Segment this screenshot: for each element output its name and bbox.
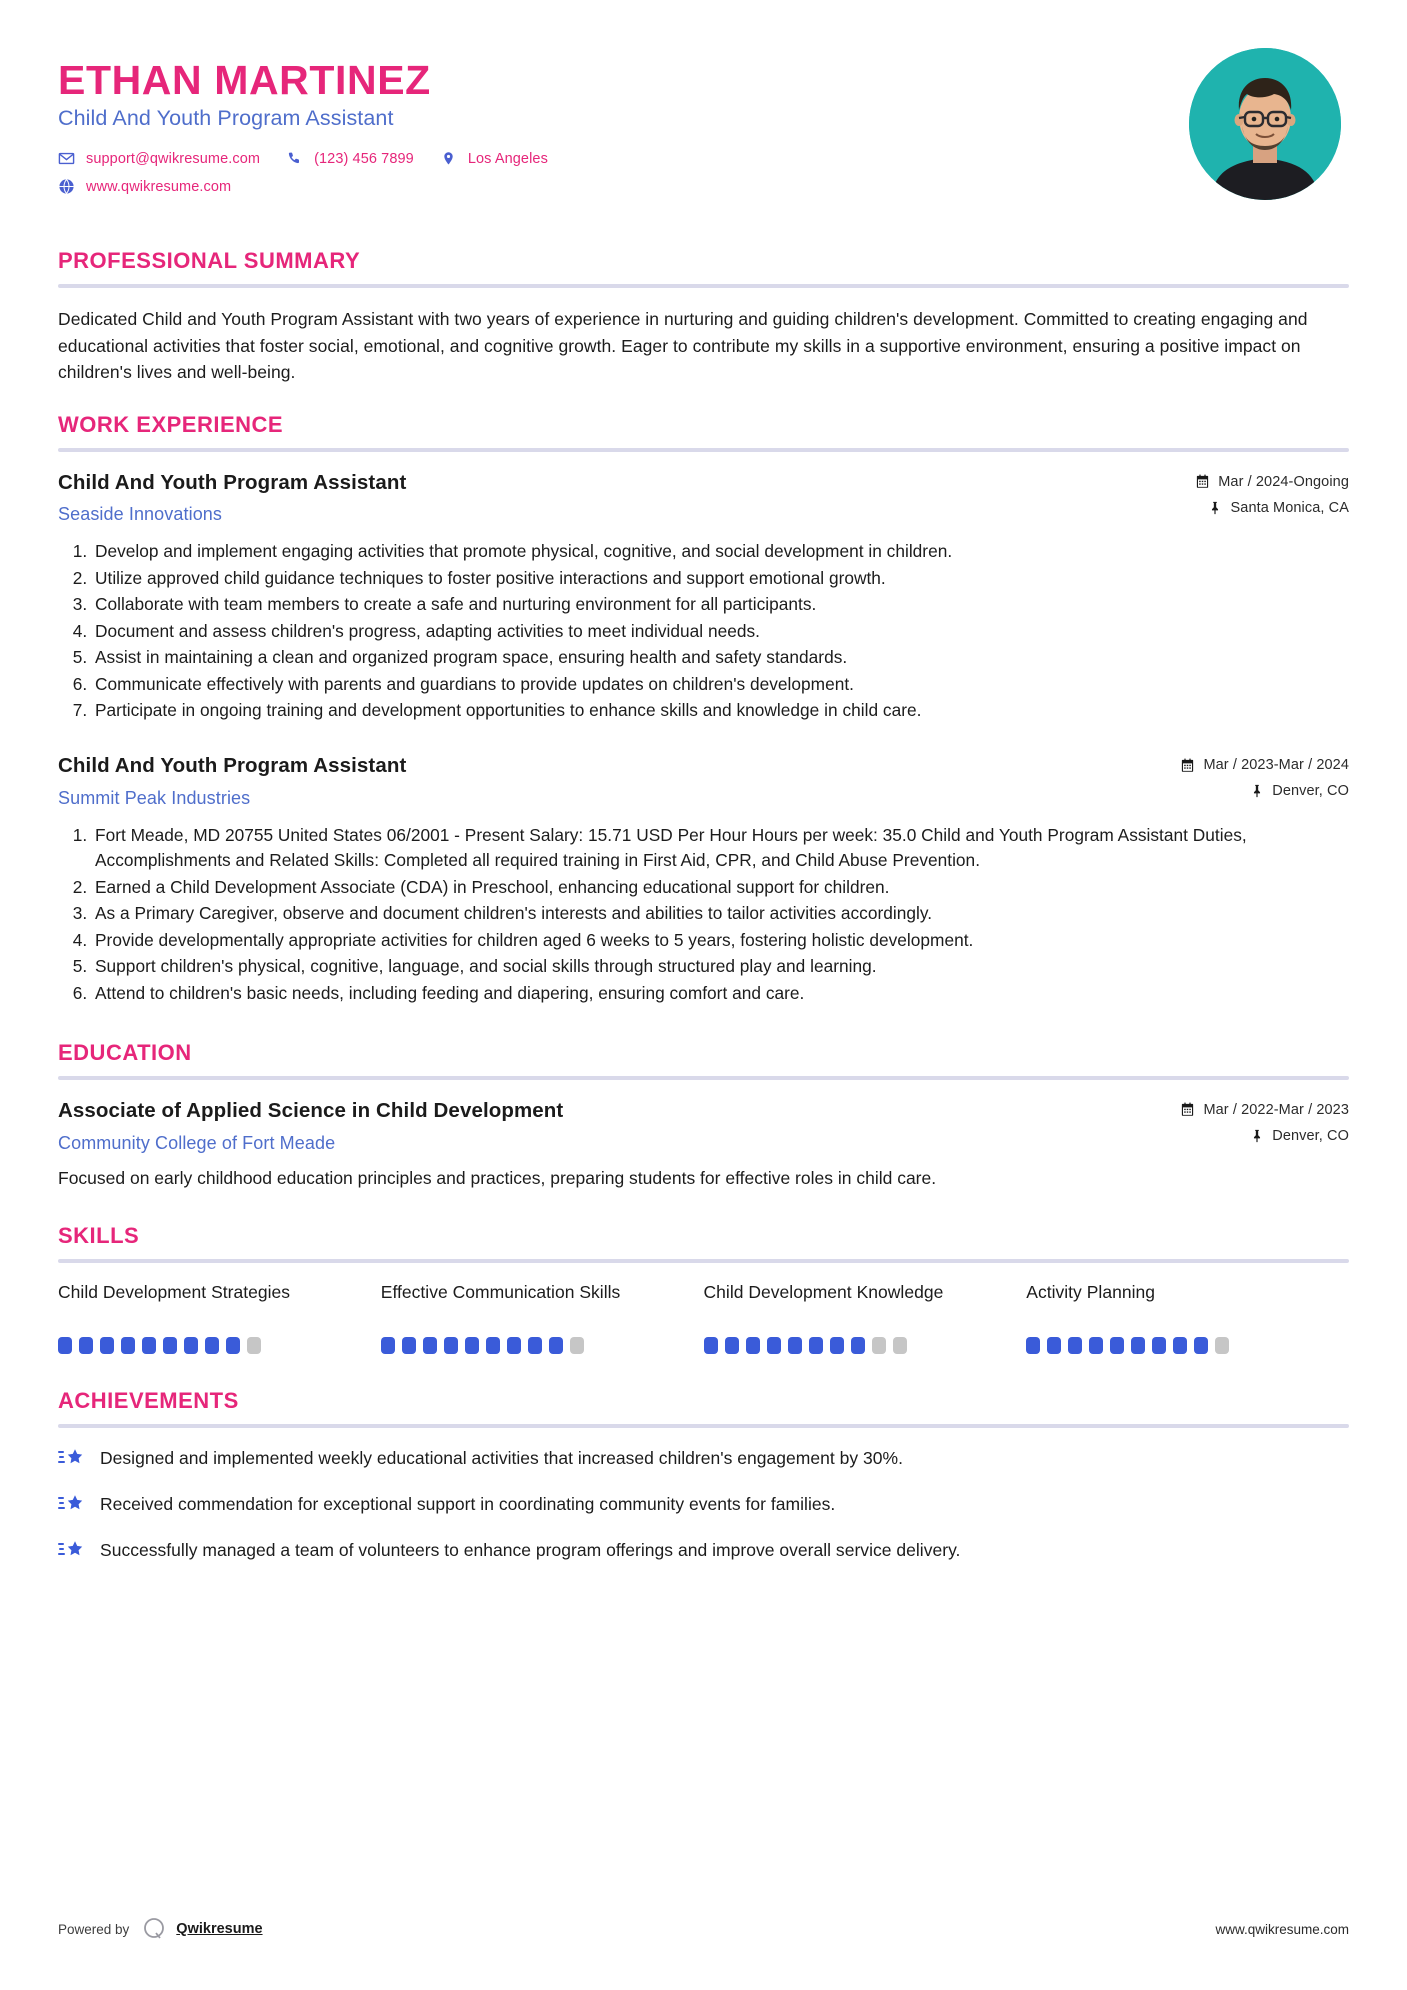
skill-dot-filled bbox=[507, 1337, 521, 1354]
achievement-text: Received commendation for exceptional support in coordinating community events for families. bbox=[100, 1493, 836, 1514]
avatar bbox=[1189, 48, 1341, 200]
achievement-text: Successfully managed a team of volunteers to enhance program offerings and improve overall service delivery. bbox=[100, 1539, 961, 1560]
skill-dot-filled bbox=[830, 1337, 844, 1354]
pushpin-icon bbox=[1249, 784, 1264, 799]
skill-dot-filled bbox=[100, 1337, 114, 1354]
header-left bbox=[58, 52, 1189, 206]
contact-website[interactable] bbox=[58, 178, 231, 195]
skill-dot-filled bbox=[1194, 1337, 1208, 1354]
education-description: Focused on early childhood education principles and practices, preparing students for effective roles in child care. bbox=[58, 1167, 937, 1188]
list-item: 6. Communicate effectively with parents and guardians to provide updates on children's development. bbox=[92, 672, 1349, 697]
skill-dot-filled bbox=[444, 1337, 458, 1354]
skill-dot-empty bbox=[893, 1337, 907, 1354]
section-skills bbox=[58, 1223, 1349, 1354]
education-entry bbox=[58, 1098, 1349, 1191]
skill-dot-filled bbox=[402, 1337, 416, 1354]
work-dates-text: Mar / 2024-Ongoing bbox=[1218, 473, 1349, 490]
section-title-achievements: ACHIEVEMENTS bbox=[58, 1387, 239, 1413]
section-title-work: WORK EXPERIENCE bbox=[58, 411, 284, 437]
work-entry bbox=[58, 753, 1349, 1006]
skill-dot-filled bbox=[1173, 1337, 1187, 1354]
achievement-item bbox=[58, 1492, 1349, 1518]
skill-dot-filled bbox=[809, 1337, 823, 1354]
contact-phone[interactable] bbox=[286, 150, 414, 167]
work-entry-left bbox=[58, 753, 1129, 809]
contact-email[interactable] bbox=[58, 150, 260, 167]
skill-item bbox=[58, 1281, 381, 1354]
footer-powered-label: Powered by bbox=[58, 1921, 130, 1937]
calendar-icon bbox=[1180, 758, 1195, 773]
summary-text: Dedicated Child and Youth Program Assistant with two years of experience in nurturing and guiding children's development. Committed to creating engaging and educational activities that foster social, emotional, and cognitive growth. Eager to contribute my skills in a supportive environment, ensuring a positive impact on children's lives and well-being. bbox=[58, 309, 1308, 383]
work-dates bbox=[1129, 474, 1349, 490]
work-entry-meta bbox=[1129, 470, 1349, 516]
skill-dot-filled bbox=[465, 1337, 479, 1354]
skill-dot-filled bbox=[142, 1337, 156, 1354]
section-title-summary: PROFESSIONAL SUMMARY bbox=[58, 248, 361, 273]
envelope-icon bbox=[58, 150, 75, 167]
list-item: 3. Collaborate with team members to create a safe and nurturing environment for all participants. bbox=[92, 592, 1349, 617]
skill-rating bbox=[381, 1337, 680, 1354]
skill-dot-filled bbox=[549, 1337, 563, 1354]
section-title-skills: SKILLS bbox=[58, 1222, 140, 1248]
shooting-star-icon bbox=[58, 1446, 84, 1472]
pushpin-icon bbox=[1249, 1128, 1264, 1143]
shooting-star-icon bbox=[58, 1538, 84, 1564]
skill-dot-filled bbox=[851, 1337, 865, 1354]
list-item: 7. Participate in ongoing training and development opportunities to enhance skills and knowledge in child care. bbox=[92, 698, 1349, 723]
list-item: 5. Assist in maintaining a clean and organized program space, ensuring health and safety standards. bbox=[92, 645, 1349, 670]
work-company: Seaside Innovations bbox=[58, 504, 223, 525]
work-location bbox=[1129, 783, 1349, 799]
list-item: 1. Develop and implement engaging activities that promote physical, cognitive, and social development in children. bbox=[92, 539, 1349, 564]
skill-dot-filled bbox=[1110, 1337, 1124, 1354]
section-divider bbox=[58, 1259, 1349, 1263]
section-divider bbox=[58, 1076, 1349, 1080]
skill-dot-filled bbox=[725, 1337, 739, 1354]
contact-website-text: www.qwikresume.com bbox=[86, 178, 232, 195]
contact-location bbox=[440, 150, 548, 167]
skill-dot-empty bbox=[247, 1337, 261, 1354]
calendar-icon bbox=[1180, 1102, 1195, 1117]
education-school: Community College of Fort Meade bbox=[58, 1132, 336, 1153]
skill-label: Effective Communication Skills bbox=[380, 1281, 621, 1302]
skill-dot-filled bbox=[58, 1337, 72, 1354]
qwikresume-logo-icon bbox=[141, 1916, 167, 1942]
calendar-icon bbox=[1195, 474, 1210, 489]
resume-header bbox=[58, 52, 1349, 222]
skill-dot-filled bbox=[788, 1337, 802, 1354]
skill-label: Child Development Strategies bbox=[58, 1281, 291, 1302]
skill-dot-filled bbox=[205, 1337, 219, 1354]
contact-location-text: Los Angeles bbox=[467, 150, 548, 167]
skill-dot-filled bbox=[423, 1337, 437, 1354]
list-item: 2. Utilize approved child guidance techniques to foster positive interactions and support emotional growth. bbox=[92, 566, 1349, 591]
section-divider bbox=[58, 1424, 1349, 1428]
work-location-text: Denver, CO bbox=[1272, 783, 1349, 800]
skills-grid bbox=[58, 1281, 1349, 1354]
skill-dot-filled bbox=[486, 1337, 500, 1354]
skill-dot-empty bbox=[872, 1337, 886, 1354]
skill-dot-filled bbox=[226, 1337, 240, 1354]
skill-dot-filled bbox=[381, 1337, 395, 1354]
skill-rating bbox=[1026, 1337, 1325, 1354]
work-dates bbox=[1129, 757, 1349, 773]
globe-icon bbox=[58, 178, 75, 195]
education-dates-text: Mar / 2022-Mar / 2023 bbox=[1203, 1101, 1349, 1118]
page-footer bbox=[58, 1916, 1349, 1942]
skill-item bbox=[1026, 1281, 1349, 1354]
skill-dot-filled bbox=[121, 1337, 135, 1354]
section-professional-summary bbox=[58, 248, 1349, 386]
section-divider bbox=[58, 448, 1349, 452]
footer-brand-link[interactable]: Qwikresume bbox=[176, 1921, 263, 1937]
skill-dot-filled bbox=[1131, 1337, 1145, 1354]
education-degree: Associate of Applied Science in Child Development bbox=[58, 1098, 564, 1122]
work-entry-head bbox=[58, 753, 1349, 809]
achievement-item bbox=[58, 1538, 1349, 1564]
contact-phone-text: (123) 456 7899 bbox=[314, 150, 414, 167]
work-entry bbox=[58, 470, 1349, 724]
list-item: 4. Document and assess children's progress, adapting activities to meet individual needs. bbox=[92, 619, 1349, 644]
achievement-item bbox=[58, 1446, 1349, 1472]
skill-dot-filled bbox=[528, 1337, 542, 1354]
list-item: 6. Attend to children's basic needs, including feeding and diapering, ensuring comfort and care. bbox=[92, 981, 1349, 1006]
skill-item bbox=[381, 1281, 704, 1354]
section-achievements bbox=[58, 1388, 1349, 1564]
list-item: 1. Fort Meade, MD 20755 United States 06/2001 - Present Salary: 15.71 USD Per Hour Hours per week: 35.0 Child and Youth Program Assistant Duties, Accomplishments and Related Skills: Completed all required training in First Aid, CPR, and Child Abuse Prevention. bbox=[92, 823, 1349, 874]
education-location bbox=[1129, 1128, 1349, 1144]
skill-dot-empty bbox=[570, 1337, 584, 1354]
skill-dot-filled bbox=[184, 1337, 198, 1354]
work-bullet-list bbox=[58, 823, 1349, 1006]
skill-dot-filled bbox=[1089, 1337, 1103, 1354]
work-company: Summit Peak Industries bbox=[58, 787, 251, 808]
work-bullet-list bbox=[58, 539, 1349, 723]
education-entry-meta bbox=[1129, 1098, 1349, 1144]
pushpin-icon bbox=[1208, 500, 1223, 515]
skill-dot-filled bbox=[1026, 1337, 1040, 1354]
list-item: 2. Earned a Child Development Associate (CDA) in Preschool, enhancing educational support for children. bbox=[92, 875, 1349, 900]
education-dates bbox=[1129, 1102, 1349, 1118]
contact-row-secondary bbox=[58, 178, 1189, 195]
list-item: 5. Support children's physical, cognitive, language, and social skills through structured play and learning. bbox=[92, 954, 1349, 979]
skill-dot-filled bbox=[163, 1337, 177, 1354]
work-role: Child And Youth Program Assistant bbox=[58, 754, 407, 778]
section-title-education: EDUCATION bbox=[58, 1039, 192, 1065]
work-entry-left bbox=[58, 470, 1129, 526]
work-location bbox=[1129, 500, 1349, 516]
work-location-text: Santa Monica, CA bbox=[1230, 499, 1349, 516]
work-dates-text: Mar / 2023-Mar / 2024 bbox=[1203, 757, 1349, 774]
skill-dot-filled bbox=[1047, 1337, 1061, 1354]
header-job-title: Child And Youth Program Assistant bbox=[58, 106, 394, 131]
page-title: ETHAN MARTINEZ bbox=[58, 57, 431, 103]
section-divider bbox=[58, 284, 1349, 288]
skill-dot-filled bbox=[1152, 1337, 1166, 1354]
skill-item bbox=[704, 1281, 1027, 1354]
contact-row-primary bbox=[58, 150, 1189, 167]
achievement-text: Designed and implemented weekly educational activities that increased children's engagement by 30%. bbox=[100, 1447, 904, 1468]
skill-label: Activity Planning bbox=[1026, 1281, 1155, 1302]
skill-rating bbox=[58, 1337, 357, 1354]
education-entry-left bbox=[58, 1098, 1129, 1154]
map-pin-icon bbox=[440, 150, 457, 167]
skill-rating bbox=[704, 1337, 1003, 1354]
skill-label: Child Development Knowledge bbox=[703, 1281, 944, 1302]
education-entry-head bbox=[58, 1098, 1349, 1154]
skill-dot-filled bbox=[767, 1337, 781, 1354]
work-entry-head bbox=[58, 470, 1349, 526]
work-role: Child And Youth Program Assistant bbox=[58, 470, 407, 494]
list-item: 3. As a Primary Caregiver, observe and document children's interests and abilities to tailor activities accordingly. bbox=[92, 901, 1349, 926]
education-location-text: Denver, CO bbox=[1272, 1127, 1349, 1144]
section-work-experience bbox=[58, 412, 1349, 1006]
work-entry-meta bbox=[1129, 753, 1349, 799]
skill-dot-empty bbox=[1215, 1337, 1229, 1354]
phone-icon bbox=[286, 150, 303, 167]
skill-dot-filled bbox=[1068, 1337, 1082, 1354]
footer-powered-by bbox=[58, 1916, 263, 1942]
skill-dot-filled bbox=[79, 1337, 93, 1354]
skill-dot-filled bbox=[704, 1337, 718, 1354]
shooting-star-icon bbox=[58, 1492, 84, 1518]
skill-dot-filled bbox=[746, 1337, 760, 1354]
section-education bbox=[58, 1040, 1349, 1191]
list-item: 4. Provide developmentally appropriate activities for children aged 6 weeks to 5 years, fostering holistic development. bbox=[92, 928, 1349, 953]
contact-email-text: support@qwikresume.com bbox=[86, 150, 261, 167]
footer-website[interactable]: www.qwikresume.com bbox=[1215, 1921, 1349, 1937]
